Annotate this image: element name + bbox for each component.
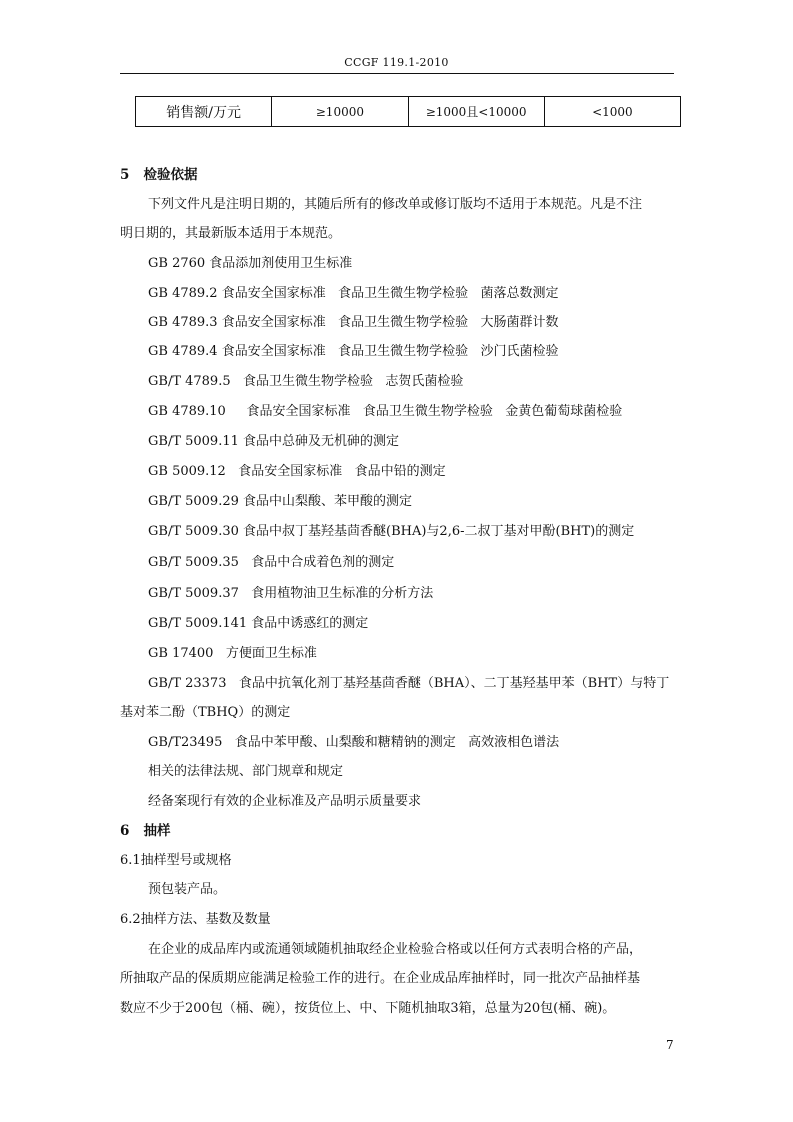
text-line: 明日期的，其最新版本适用于本规范。 xyxy=(120,226,342,241)
text-line: GB 4789.3 食品安全国家标准 食品卫生微生物学检验 大肠菌群计数 xyxy=(148,315,559,330)
text-line: 在企业的成品库内或流通领域随机抽取经企业检验合格或以任何方式表明合格的产品， xyxy=(148,942,643,957)
sales-threshold-table xyxy=(135,96,681,127)
text-line: GB/T 5009.29 食品中山梨酸、苯甲酸的测定 xyxy=(148,494,413,509)
text-line: 所抽取产品的保质期应能满足检验工作的进行。在企业成品库抽样时，同一批次产品抽样基 xyxy=(120,971,641,986)
text-line: GB/T 5009.141 食品中诱惑红的测定 xyxy=(148,616,369,631)
text-line: 下列文件凡是注明日期的，其随后所有的修改单或修订版均不适用于本规范。凡是不注 xyxy=(148,197,643,212)
text-line: GB 5009.12 食品安全国家标准 食品中铅的测定 xyxy=(148,464,446,479)
text-line: 经备案现行有效的企业标准及产品明示质量要求 xyxy=(148,794,422,809)
header-divider xyxy=(120,73,674,74)
text-line: 6.2抽样方法、基数及数量 xyxy=(120,912,271,927)
table-cell-label: 销售额/万元 xyxy=(136,97,272,127)
table-cell-medium: ≥1000且<10000 xyxy=(408,97,544,127)
text-line: GB 4789.10 食品安全国家标准 食品卫生微生物学检验 金黄色葡萄球菌检验 xyxy=(148,404,623,419)
text-line: 预包装产品。 xyxy=(148,882,227,897)
table-cell-large: ≥10000 xyxy=(272,97,408,127)
text-line: 6.1抽样型号或规格 xyxy=(120,853,232,868)
text-line: GB 4789.4 食品安全国家标准 食品卫生微生物学检验 沙门氏菌检验 xyxy=(148,344,559,359)
text-line: GB 17400 方便面卫生标准 xyxy=(148,646,317,661)
text-line: GB/T 5009.37 食用植物油卫生标准的分析方法 xyxy=(148,586,434,601)
table-row xyxy=(136,97,681,127)
section-heading: 5 检验依据 xyxy=(120,167,198,183)
text-line: 相关的法律法规、部门规章和规定 xyxy=(148,764,344,779)
page-number: 7 xyxy=(666,1038,674,1052)
text-line: GB/T 4789.5 食品卫生微生物学检验 志贺氏菌检验 xyxy=(148,374,464,389)
table-cell-small: <1000 xyxy=(544,97,680,127)
text-line: GB/T 5009.11 食品中总砷及无机砷的测定 xyxy=(148,434,400,449)
text-line: 数应不少于200包（桶、碗），按货位上、中、下随机抽取3箱，总量为20包(桶、碗)。 xyxy=(120,1001,616,1016)
text-line: GB/T23495 食品中苯甲酸、山梨酸和糖精钠的测定 高效液相色谱法 xyxy=(148,735,560,750)
text-line: GB 2760 食品添加剂使用卫生标准 xyxy=(148,256,353,271)
text-line: GB/T 5009.35 食品中合成着色剂的测定 xyxy=(148,555,395,570)
text-line: GB/T 5009.30 食品中叔丁基羟基茴香醚(BHA)与2,6-二叔丁基对甲酚(BHT)的测定 xyxy=(148,524,635,539)
standard-code-header: CCGF 119.1-2010 xyxy=(344,56,449,69)
section-heading: 6 抽样 xyxy=(120,823,171,839)
text-line: GB 4789.2 食品安全国家标准 食品卫生微生物学检验 菌落总数测定 xyxy=(148,286,559,301)
text-line: 基对苯二酚（TBHQ）的测定 xyxy=(120,705,291,720)
text-line: GB/T 23373 食品中抗氧化剂丁基羟基茴香醚（BHA）、二丁基羟基甲苯（BHT）与特丁 xyxy=(148,676,670,691)
